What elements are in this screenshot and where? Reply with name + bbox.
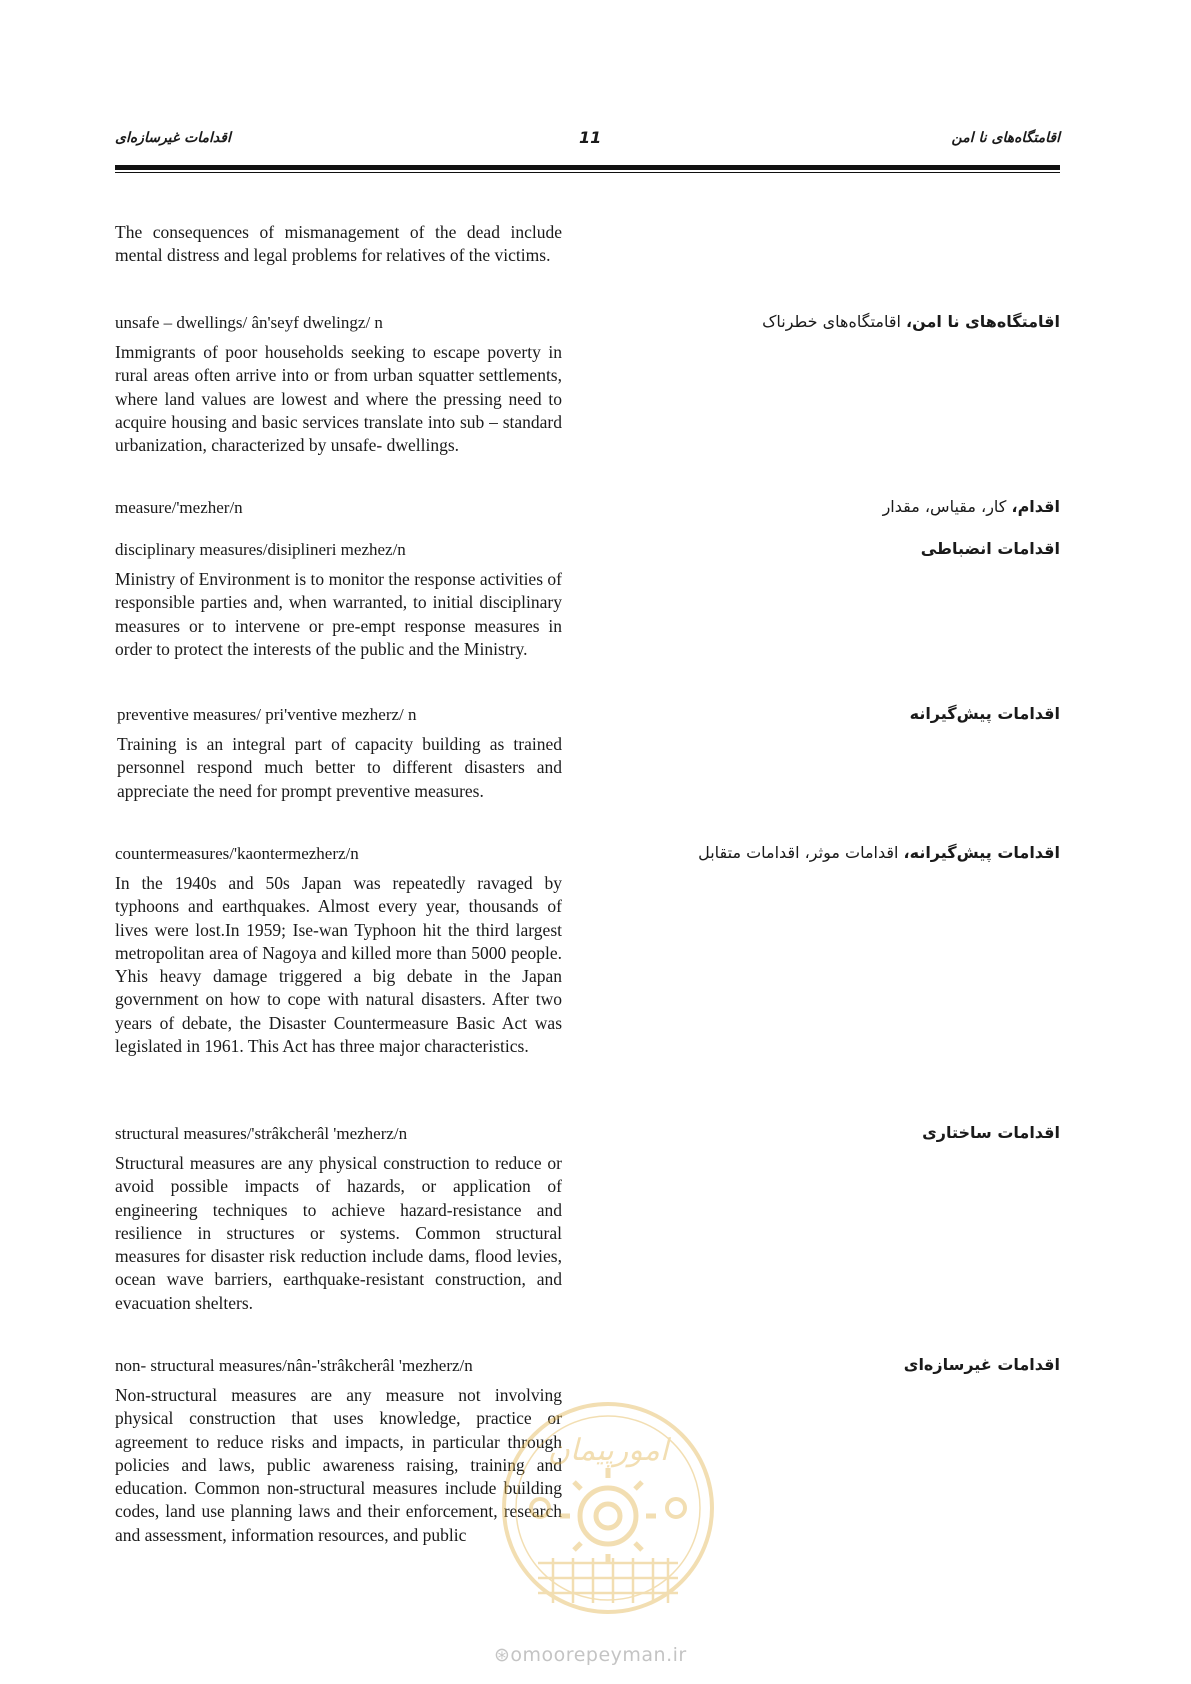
- entry-definition: Non-structural measures are any measure not involving physical construction that uses knowledge, practice or agreement to reduce risks and impacts, in particular through policies and laws, public awareness raising, training and education. Common non-structural measures include building codes, land use planning laws and their enforcement, research and assessment, information resources, and public: [115, 1385, 562, 1545]
- watermark-url-text: omoorepeyman.ir: [510, 1644, 687, 1666]
- fa-translation-countermeasures: [698, 843, 1060, 862]
- fa-term-rest: کار، مقیاس، مقدار: [882, 497, 1012, 516]
- fa-term-bold: اقدامات پیش‌گیرانه،: [903, 843, 1060, 862]
- entry-term: structural measures/'strâkcherâl 'mezherz/n: [115, 1124, 408, 1143]
- fa-translation-unsafe-dwellings: [762, 312, 1060, 331]
- header-right-title: اقامتگاه‌های نا امن: [951, 130, 1060, 146]
- fa-translation-disciplinary-measures: [921, 539, 1060, 558]
- gear-small-right-icon: [667, 1499, 685, 1517]
- entry-disciplinary-measures: [115, 539, 562, 661]
- fa-translation-measure: [883, 497, 1060, 516]
- entry-definition: Structural measures are any physical construction to reduce or avoid possible impacts of hazards, or application of engineering techniques to achieve hazard-resistance and resilience in structures or systems. Common structural measures for disaster risk reduction include dams, flood levies, ocean wave barriers, earthquake-resistant construction, and evacuation shelters.: [115, 1153, 562, 1313]
- fa-translation-preventive-measures: [910, 704, 1060, 723]
- entry-term: disciplinary measures/disiplineri mezhez/n: [115, 540, 406, 559]
- fa-term-bold: اقدامات غیرسازه‌ای: [903, 1355, 1060, 1374]
- intro-block: [115, 221, 562, 268]
- fa-term-rest: اقدامات موثر، اقدامات متقابل: [698, 843, 904, 862]
- watermark-url: [494, 1644, 687, 1666]
- entry-measure: [115, 497, 562, 519]
- entry-definition: Training is an integral part of capacity building as trained personnel respond much better to different disasters and appreciate the need for prompt preventive measures.: [117, 734, 562, 801]
- entry-term: countermeasures/'kaontermezherz/n: [115, 844, 359, 863]
- header-rule-thick: [115, 165, 1060, 170]
- fa-term-bold: اقدامات انضباطی: [920, 539, 1060, 558]
- intro-paragraph: The consequences of mismanagement of the dead include mental distress and legal problems for relatives of the victims.: [115, 222, 562, 266]
- entry-definition: In the 1940s and 50s Japan was repeatedly ravaged by typhoons and earthquakes. Almost every year, thousands of lives were lost.In 1959; Ise-wan Typhoon hit the third largest metropolitan area of Nagoya and killed more than 5000 people. Yhis heavy damage triggered a big debate in the Japan government on how to cope with natural disasters. After two years of debate, the Disaster Countermeasure Basic Act was legislated in 1961. This Act has three major characteristics.: [115, 873, 562, 1057]
- fa-term-bold: اقدامات ساختاری: [922, 1123, 1060, 1142]
- entry-non-structural-measures: [115, 1355, 562, 1547]
- entry-term: unsafe – dwellings/ ân'seyf dwelingz/ n: [115, 313, 383, 332]
- grid-icon: [538, 1558, 678, 1603]
- fa-translation-non-structural-measures: [904, 1355, 1060, 1374]
- page-number: 11: [579, 128, 602, 147]
- header-rule-thin: [115, 172, 1060, 173]
- page-header: [115, 130, 1060, 160]
- header-left-title: اقدامات غیرسازه‌ای: [115, 130, 231, 146]
- fa-term-rest: اقامتگاه‌های خطرناک: [762, 312, 907, 331]
- fa-translation-structural-measures: [922, 1123, 1060, 1142]
- fa-term-bold: اقدامات پیش‌گیرانه: [909, 704, 1060, 723]
- entry-definition: Ministry of Environment is to monitor the response activities of responsible parties and, when warranted, to initial disciplinary measures or to intervene or pre-empt response measures in order to protect the interests of the public and the Ministry.: [115, 569, 562, 659]
- watermark-logo-text: امورپیمان: [547, 1433, 669, 1468]
- watermark-url-icon: ⊛: [494, 1644, 511, 1666]
- fa-term-bold: اقامتگاه‌های نا امن،: [906, 312, 1060, 331]
- entry-term: measure/'mezher/n: [115, 498, 243, 517]
- entry-term: non- structural measures/nân-'strâkcherâl 'mezherz/n: [115, 1356, 473, 1375]
- entry-countermeasures: [115, 843, 562, 1058]
- entry-definition: Immigrants of poor households seeking to escape poverty in rural areas often arrive into or from urban squatter settlements, where land values are lowest and where the pressing need to acquire housing and basic services translate into sub – standard urbanization, characterized by unsafe- dwellings.: [115, 342, 562, 456]
- entry-term: preventive measures/ pri'ventive mezherz/ n: [117, 705, 417, 724]
- entry-preventive-measures: [115, 704, 562, 803]
- entry-structural-measures: [115, 1123, 562, 1315]
- entry-unsafe-dwellings: [115, 312, 562, 457]
- fa-term-bold: اقدام،: [1011, 497, 1060, 516]
- gear-icon: [560, 1468, 656, 1564]
